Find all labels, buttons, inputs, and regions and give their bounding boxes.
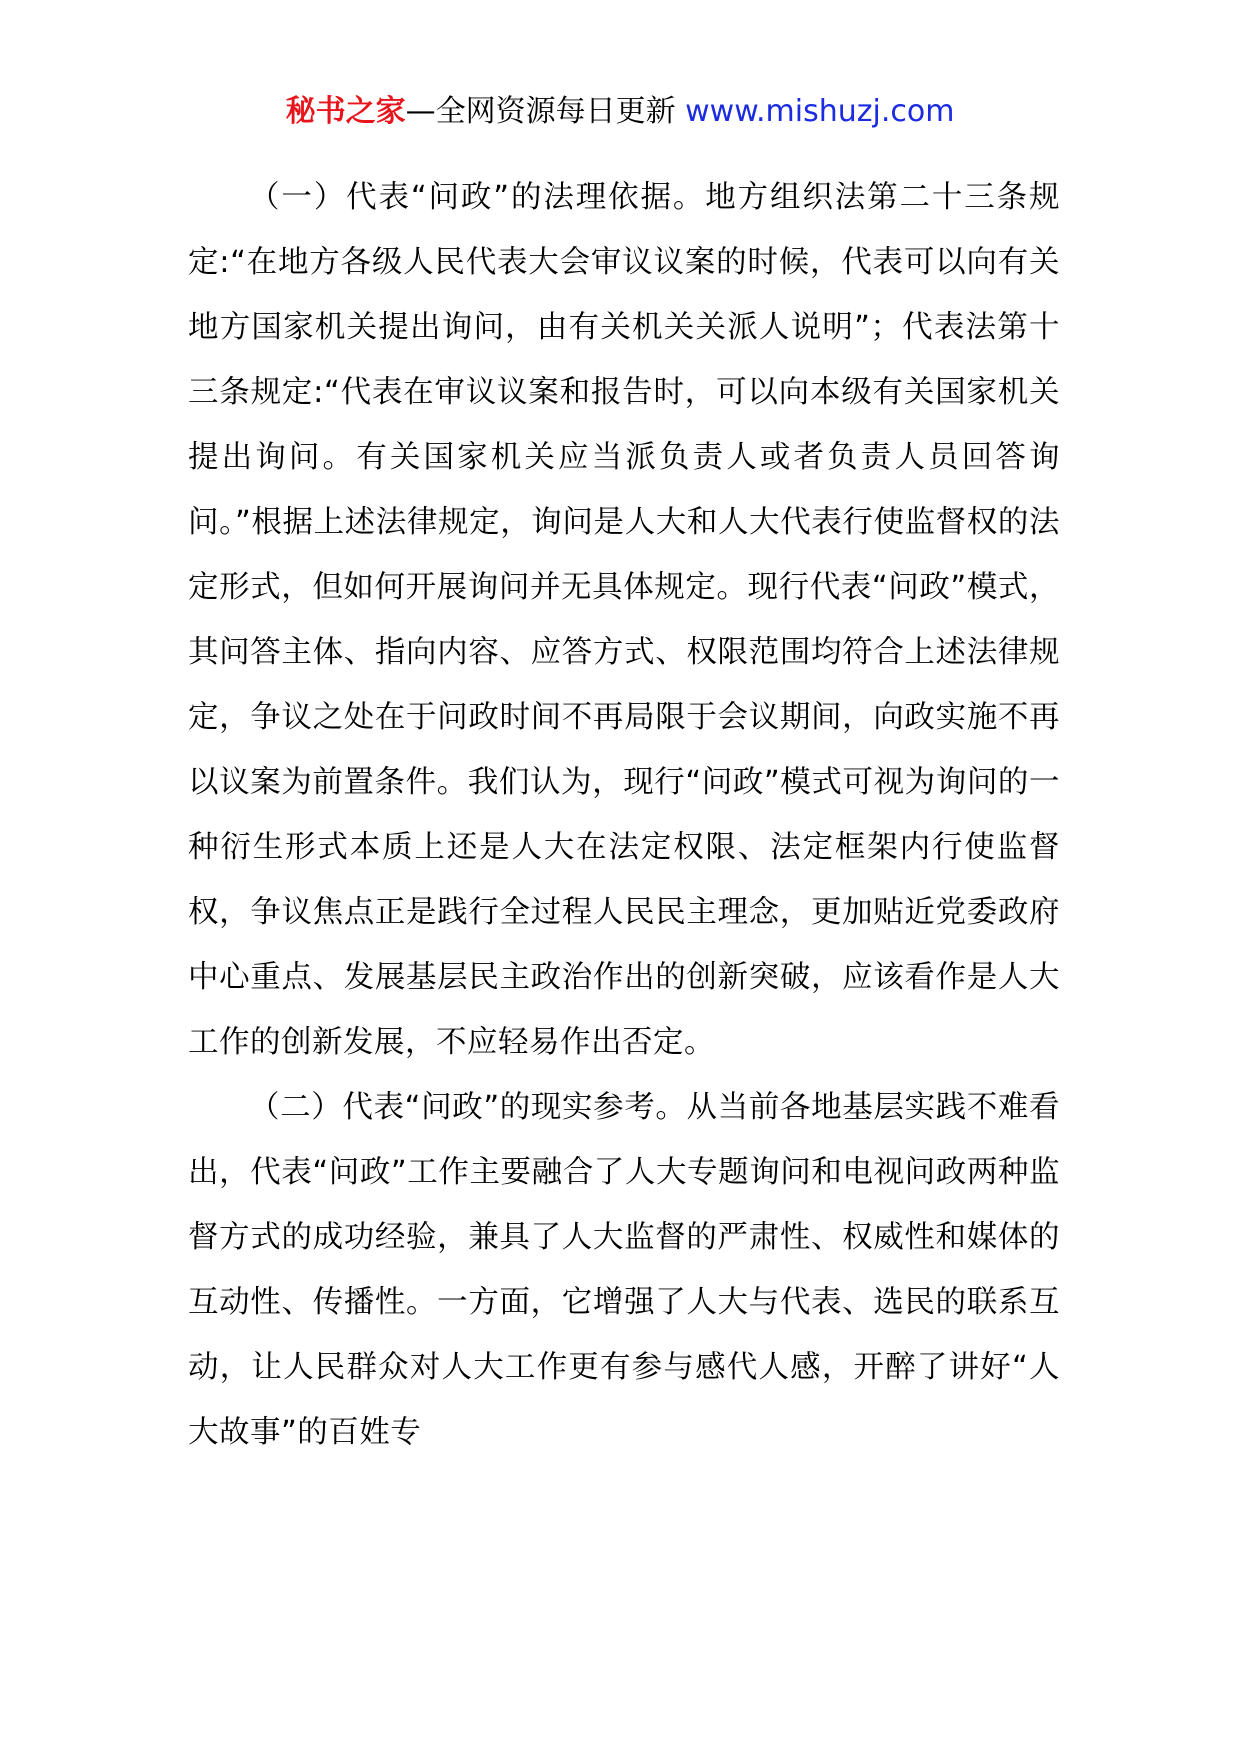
document-body (188, 165, 1060, 1465)
site-slogan: —全网资源每日更新 (405, 94, 686, 129)
site-url-link[interactable]: www.mishuzj.com (685, 94, 955, 129)
paragraph-legal-basis: （一）代表“问政”的法理依据。地方组织法第二十三条规定:“在地方各级人民代表大会审议议案的时候，代表可以向有关地方国家机关提出询问，由有关机关关派人说明”；代表法第十三条规定:“代表在审议议案和报告时，可以向本级有关国家机关提出询问。有关国家机关应当派负责人或者负责人员回答询问。”根据上述法律规定，询问是人大和人大代表行使监督权的法定形式，但如何开展询问并无具体规定。现行代表“问政”模式，其问答主体、指向内容、应答方式、权限范围均符合上述法律规定，争议之处在于问政时间不再局限于会议期间，向政实施不再以议案为前置条件。我们认为，现行“问政”模式可视为询问的一种衍生形式本质上还是人大在法定权限、法定框架内行使监督权，争议焦点正是践行全过程人民民主理念，更加贴近党委政府中心重点、发展基层民主政治作出的创新突破，应该看作是人大工作的创新发展，不应轻易作出否定。 (188, 180, 1060, 1060)
site-brand: 秘书之家 (285, 94, 406, 129)
paragraph-practical-reference: （二）代表“问政”的现实参考。从当前各地基层实践不难看出，代表“问政”工作主要融合了人大专题询问和电视问政两种监督方式的成功经验，兼具了人大监督的严肃性、权威性和媒体的互动性、传播性。一方面，它增强了人大与代表、选民的联系互动，让人民群众对人大工作更有参与感代人感，开醉了讲好“人大故事”的百姓专 (188, 1090, 1060, 1450)
site-header (0, 92, 1240, 132)
